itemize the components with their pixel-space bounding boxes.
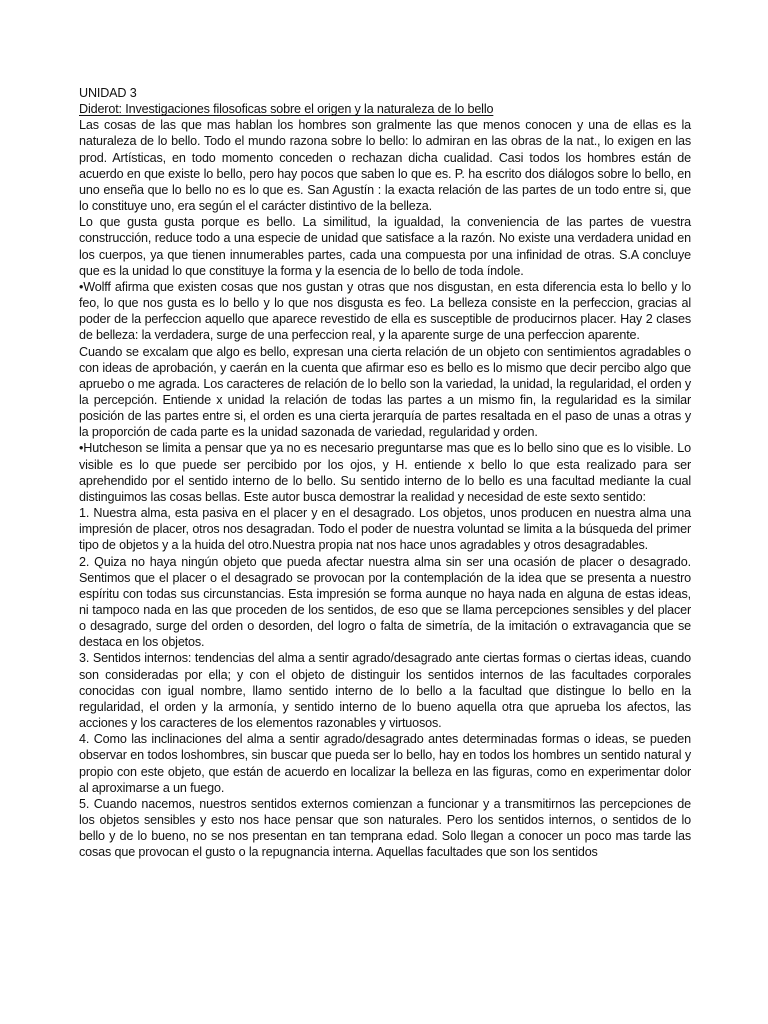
unit-heading: UNIDAD 3 — [79, 86, 137, 100]
document-page — [79, 85, 691, 861]
paragraph-point-4: 4. Como las inclinaciones del alma a sentir agrado/desagrado antes determinadas formas o ideas, se pueden observar en todos loshombres, sin buscar que pueda ser lo bello, hay en todos los hombres un sentido natural y propio con este objeto, que están de acuerdo en localizar la belleza en las figuras, como en experimentar dolor al aproximarse a un fuego. — [79, 732, 691, 795]
paragraph-point-1: 1. Nuestra alma, esta pasiva en el placer y en el desagrado. Los objetos, unos producen en nuestra alma una impresión de placer, otros nos desagradan. Todo el poder de nuestra voluntad se limita a la búsqueda del primer tipo de objetos y a la huida del otro.Nuestra propia nat nos hace unos agradables y otros desagradables. — [79, 506, 691, 553]
paragraph-wolff: •Wolff afirma que existen cosas que nos gustan y otras que nos disgustan, en esta diferencia esta lo bello y lo feo, lo que nos gusta es lo bello y lo que nos disgusta es feo. La belleza consiste en la perfeccion, gracias al poder de la perfeccion aquello que aparece revestido de ella es susceptible de producirnos placer. Hay 2 clases de belleza: la verdadera, surge de una perfeccion real, y la aparente surge de una perfeccion aparente. — [79, 279, 691, 343]
paragraph-relation: Cuando se excalam que algo es bello, expresan una cierta relación de un objeto con sentimientos agradables o con ideas de aprobación, y caerán en la cuenta que afirmar eso es bello es lo mismo que decir percibo algo que apruebo o me agrada. Los caracteres de relación de lo bello son la variedad, la unidad, la regularidad, el orden y la percepción. Entiende x unidad la relación de todas las partes a un mismo fin, la regularidad es la similar posición de las partes entre si, el orden es una cierta jerarquía de partes resaltada en el paso de unas a otras y la proporción de cada parte es la unidad sazonada de variedad, regularidad y orden. — [79, 344, 691, 440]
paragraph-hutcheson: •Hutcheson se limita a pensar que ya no es necesario preguntarse mas que es lo bello sino que es lo visible. Lo visible es lo que puede ser percibido por los ojos, y H. entiende x bello lo que esta realizado para ser aprehendido por el sentido interno de lo bello. Su sentido interno de lo bello es una facultad mediante la cual distinguimos las cosas bellas. Este autor busca demostrar la realidad y necesidad de este sexto sentido: — [79, 441, 691, 504]
paragraph-point-5: 5. Cuando nacemos, nuestros sentidos externos comienzan a funcionar y a transmitirnos las percepciones de los objetos sensibles y esto nos hace pensar que son naturales. Pero los sentidos internos, o sentidos de lo bello y de lo bueno, no se nos presentan en tan temprana edad. Solo llegan a conocer un poco mas tarde las cosas que provocan el gusto o la repugnancia interna. Aquellas facultades que son los sentidos — [79, 796, 691, 860]
document-title: Diderot: Investigaciones filosoficas sobre el origen y la naturaleza de lo bello — [79, 102, 494, 117]
paragraph-intro: Las cosas de las que mas hablan los hombres son gralmente las que menos conocen y una de ellas es la naturaleza de lo bello. Todo el mundo razona sobre lo bello: lo admiran en las obras de la nat., lo exigen en las prod. Artísticas, en todo momento conceden o rechazan dicha cualidad. Casi todos los hombres están de acuerdo en que existe lo bello, pero hay pocos que saben lo que es. P. ha escrito dos diálogos sobre lo bello, en uno enseña que lo bello no es lo que es. San Agustín : la exacta relación de las partes de un todo entre si, que lo constituye uno, era según el el carácter distintivo de la belleza. — [79, 118, 691, 214]
paragraph-unity: Lo que gusta gusta porque es bello. La similitud, la igualdad, la conveniencia de las partes de vuestra construcción, reduce todo a una especie de unidad que satisface a la razón. No existe una verdadera unidad en los cuerpos, ya que tienen innumerables partes, cada una compuesta por una infinidad de otras. S.A concluye que es la unidad lo que constituye la forma y la esencia de lo bello de toda índole. — [79, 215, 691, 278]
paragraph-point-3: 3. Sentidos internos: tendencias del alma a sentir agrado/desagrado ante ciertas formas o ciertas ideas, cuando son consideradas por ella; y con el objeto de distinguir los sentidos internos de las facultades corporales conocidas con igual nombre, llamo sentido interno de lo bello a la facultad que distingue lo bello en la regularidad, el orden y la armonía, y sentido interno de lo bueno aquella otra que aprueba los afectos, las acciones y los caracteres de los elementos razonables y virtuosos. — [79, 651, 691, 731]
paragraph-point-2: 2. Quiza no haya ningún objeto que pueda afectar nuestra alma sin ser una ocasión de placer o desagrado. Sentimos que el placer o el desagrado se provocan por la contemplación de la idea que se presenta a nuestro espíritu con todas sus circunstancias. Esta impresión se forma aunque no haya nada en alguna de estas ideas, ni tampoco nada en las que proceden de los sentidos, de eso que se llama percepciones sensibles y del placer o desagrado, surge del orden o desorden, del logro o falta de simetría, de la imitación o extravagancia que se destaca en los objetos. — [79, 554, 691, 650]
